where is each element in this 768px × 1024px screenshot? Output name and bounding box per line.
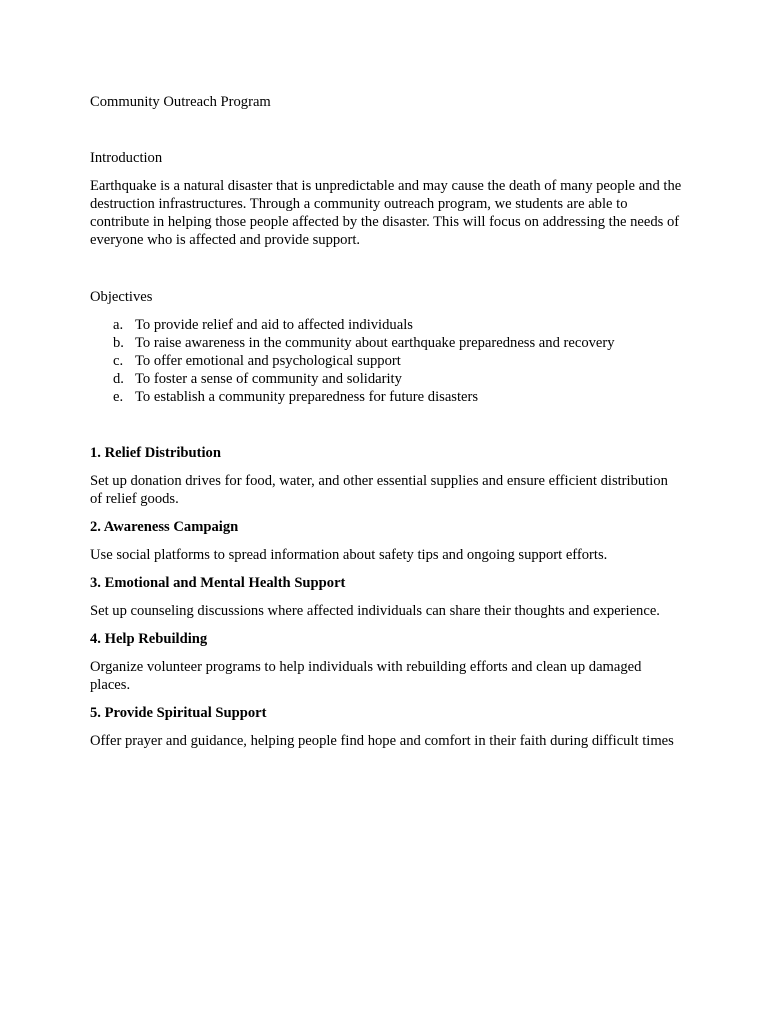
section-body-spiritual-support: Offer prayer and guidance, helping people find hope and comfort in their faith during difficult times (90, 733, 674, 749)
section-heading-mental-health-support: 3. Emotional and Mental Health Support (90, 575, 346, 591)
objective-marker: d. (113, 371, 124, 387)
section-body-help-rebuilding: Organize volunteer programs to help individuals with rebuilding efforts and clean up damaged places. (90, 659, 642, 693)
section-heading-relief-distribution: 1. Relief Distribution (90, 445, 221, 461)
objective-text: To provide relief and aid to affected individuals (135, 317, 413, 333)
introduction-body: Earthquake is a natural disaster that is unpredictable and may cause the death of many people and the destruction infrastructures. Through a community outreach program, we students are able to contribute in helping those people affected by the disaster. This will focus on addressing the needs of everyone who is affected and provide support. (90, 178, 682, 248)
objective-text: To offer emotional and psychological support (135, 353, 401, 369)
objective-item (90, 334, 682, 352)
document-title: Community Outreach Program (90, 94, 271, 110)
section-heading-awareness-campaign: 2. Awareness Campaign (90, 519, 239, 535)
objective-marker: b. (113, 335, 124, 351)
section-body-relief-distribution: Set up donation drives for food, water, and other essential supplies and ensure efficient distribution of relief goods. (90, 473, 668, 507)
objective-item (90, 388, 682, 406)
objective-text: To raise awareness in the community about earthquake preparedness and recovery (135, 335, 615, 351)
objective-text: To establish a community preparedness for future disasters (135, 389, 479, 405)
objective-text: To foster a sense of community and solidarity (135, 371, 402, 387)
section-body-mental-health-support: Set up counseling discussions where affected individuals can share their thoughts and experience. (90, 603, 660, 619)
objective-item (90, 352, 682, 370)
objective-marker: c. (113, 353, 124, 369)
section-heading-spiritual-support: 5. Provide Spiritual Support (90, 705, 267, 721)
objective-item (90, 316, 682, 334)
introduction-heading: Introduction (90, 150, 163, 166)
document-page (90, 93, 682, 760)
section-heading-help-rebuilding: 4. Help Rebuilding (90, 631, 208, 647)
objective-marker: a. (113, 317, 124, 333)
objective-item (90, 370, 682, 388)
objectives-list (90, 316, 682, 406)
section-body-awareness-campaign: Use social platforms to spread information about safety tips and ongoing support efforts. (90, 547, 608, 563)
objective-marker: e. (113, 389, 124, 405)
objectives-heading: Objectives (90, 289, 153, 305)
